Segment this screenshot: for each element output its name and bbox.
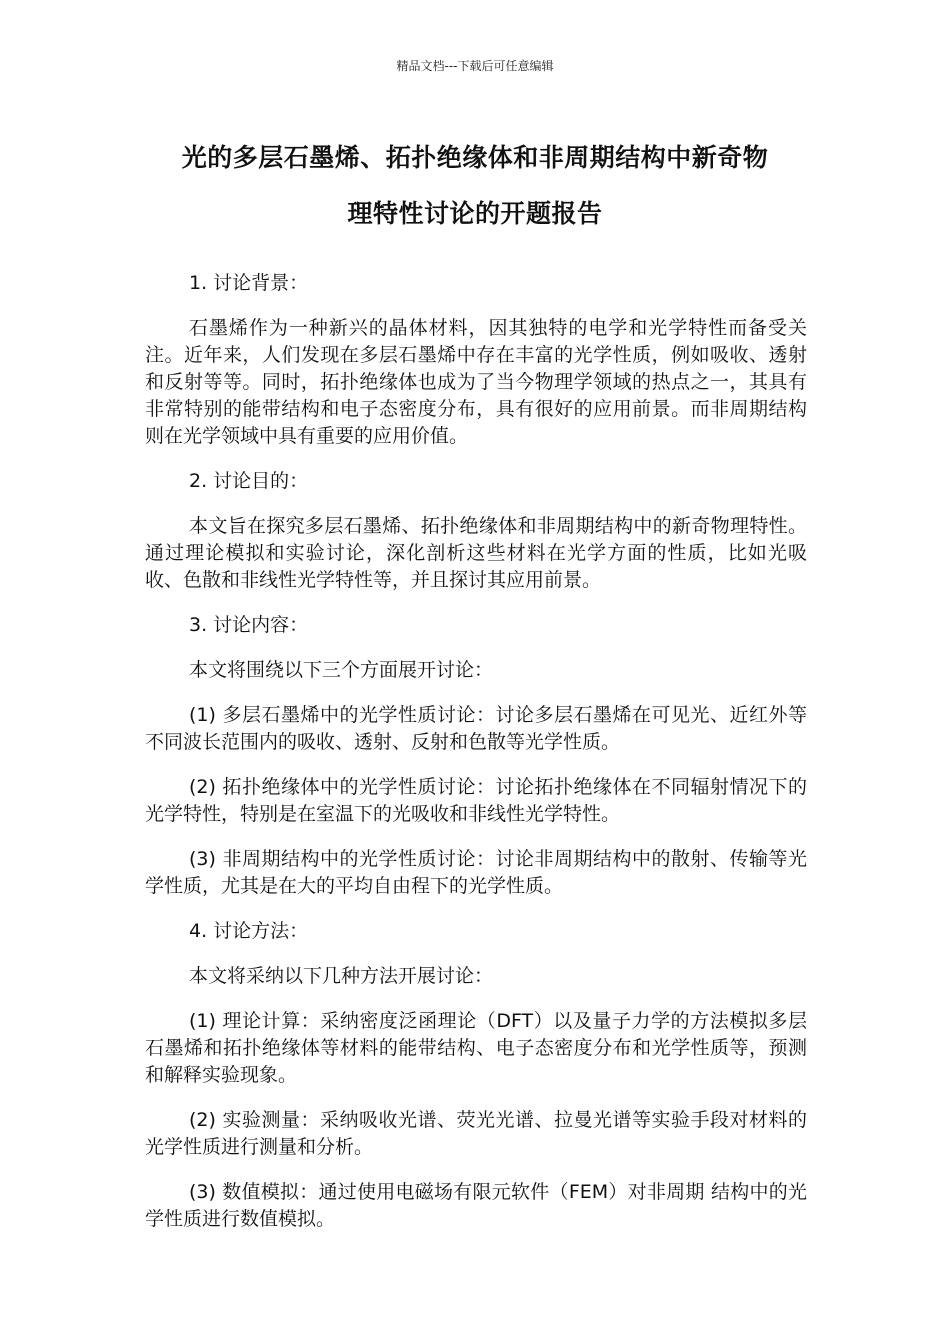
- paragraph-methods-intro: 本文将采纳以下几种方法开展讨论：: [189, 965, 494, 987]
- paragraph-content-intro: 本文将围绕以下三个方面展开讨论：: [189, 659, 494, 681]
- section-heading-purpose: 2. 讨论目的：: [189, 470, 309, 492]
- content-item-2: (2) 拓扑绝缘体中的光学性质讨论：讨论拓扑绝缘体在不同辐射情况下的光学特性，特别是在室温下的光吸收和非线性光学特性。: [145, 776, 807, 825]
- paragraph-purpose: 本文旨在探究多层石墨烯、拓扑绝缘体和非周期结构中的新奇物理特性。通过理论模拟和实验讨论，深化剖析这些材料在光学方面的性质，比如光吸收、色散和非线性光学特性等，并且探讨其应用前景。: [145, 515, 807, 591]
- paragraph-background: 石墨烯作为一种新兴的晶体材料，因其独特的电学和光学特性而备受关注。近年来，人们发现在多层石墨烯中存在丰富的光学性质，例如吸收、透射和反射等等。同时，拓扑绝缘体也成为了当今物理学领域的热点之一，其具有非常特别的能带结构和电子态密度分布，具有很好的应用前景。而非周期结构则在光学领域中具有重要的应用价值。: [145, 317, 807, 447]
- method-item-2: (2) 实验测量：采纳吸收光谱、荧光光谱、拉曼光谱等实验手段对材料的光学性质进行测量和分析。: [145, 1109, 807, 1158]
- page-header: 精品文档---下载后可任意编辑: [396, 59, 554, 73]
- document-body: [145, 270, 807, 1251]
- title-line-1: 光的多层石墨烯、拓扑绝缘体和非周期结构中新奇物: [181, 143, 769, 172]
- section-heading-content: 3. 讨论内容：: [189, 614, 309, 636]
- content-item-3: (3) 非周期结构中的光学性质讨论：讨论非周期结构中的散射、传输等光学性质，尤其是在大的平均自由程下的光学性质。: [145, 848, 807, 897]
- title-line-2: 理特性讨论的开题报告: [347, 199, 603, 228]
- document-title: [130, 130, 820, 242]
- method-item-1: (1) 理论计算：采纳密度泛函理论（DFT）以及量子力学的方法模拟多层石墨烯和拓扑绝缘体等材料的能带结构、电子态密度分布和光学性质等，预测和解释实验现象。: [145, 1010, 807, 1086]
- method-item-3: (3) 数值模拟：通过使用电磁场有限元软件（FEM）对非周期 结构中的光学性质进行数值模拟。: [145, 1181, 807, 1230]
- content-item-1: (1) 多层石墨烯中的光学性质讨论：讨论多层石墨烯在可见光、近红外等不同波长范围内的吸收、透射、反射和色散等光学性质。: [145, 704, 807, 753]
- section-heading-methods: 4. 讨论方法：: [189, 920, 309, 942]
- section-heading-background: 1. 讨论背景：: [189, 272, 309, 294]
